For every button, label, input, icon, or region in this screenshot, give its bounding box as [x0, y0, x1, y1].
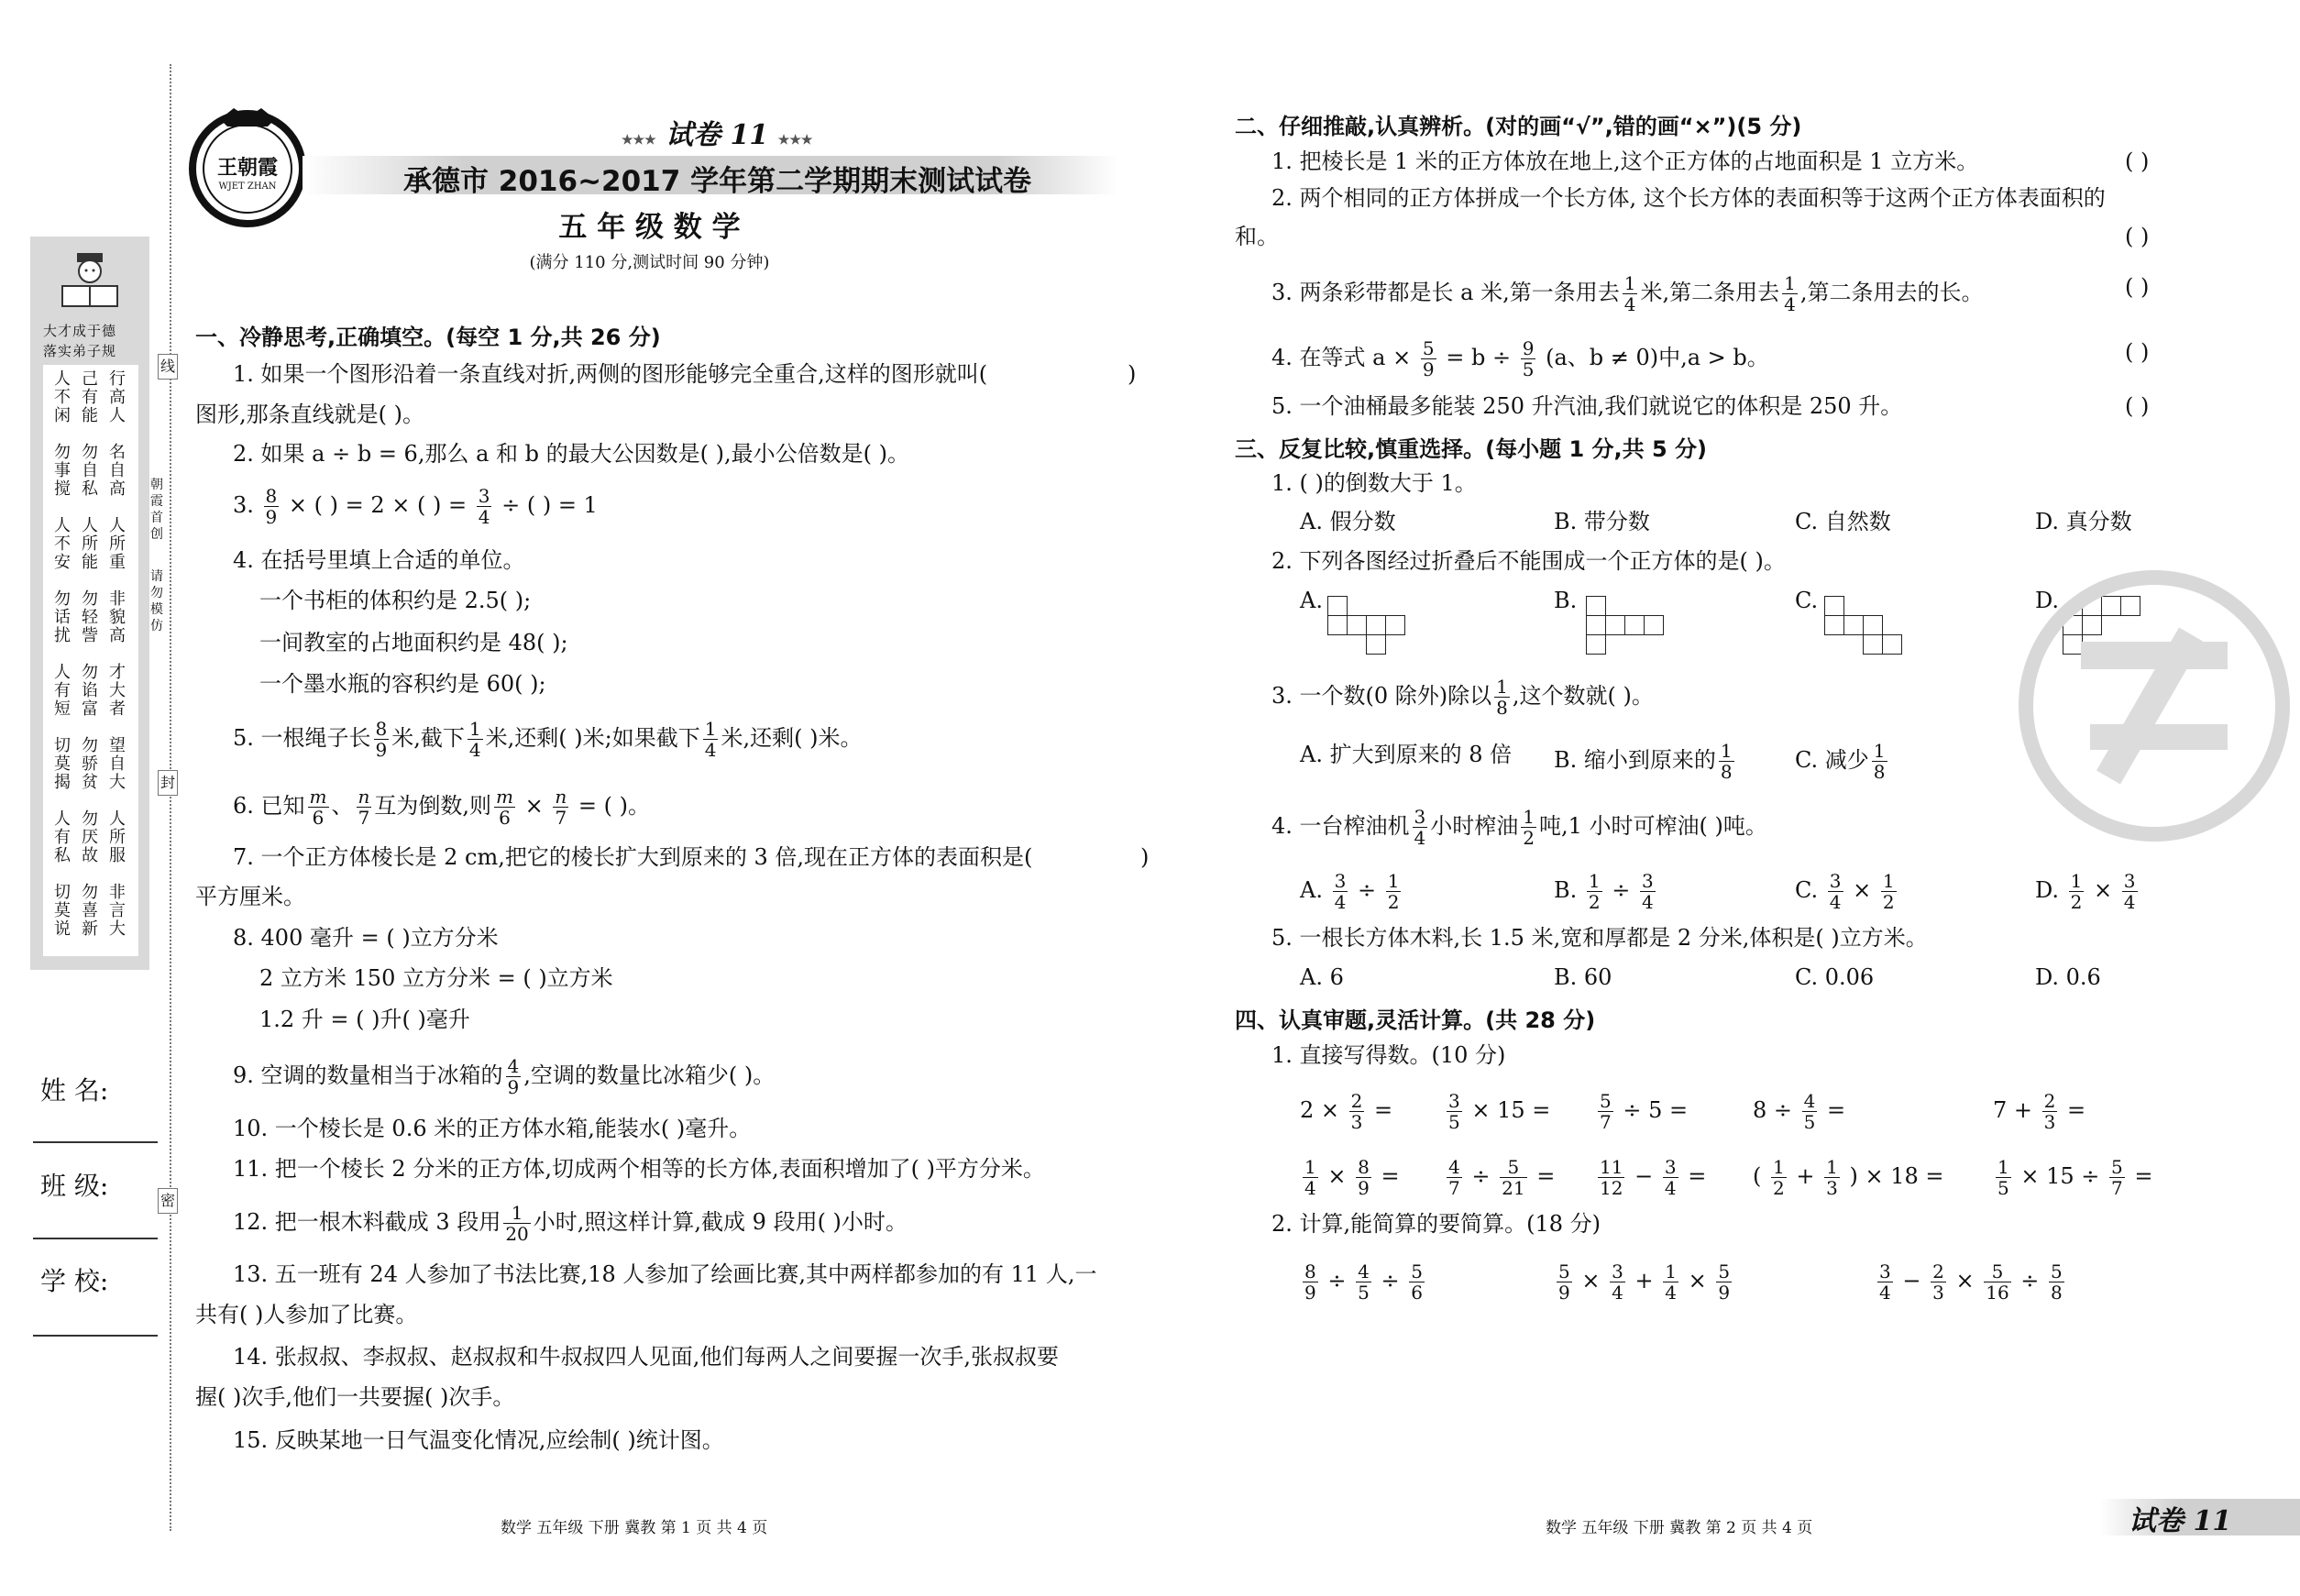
sidebar-verse-23: 非言大	[109, 883, 126, 939]
sidebar-verse-20: 人所服	[109, 809, 126, 865]
f: $\frac{2}{3}$	[2043, 1090, 2056, 1133]
q1-8b: 2 立方米 150 立方分米 = ( )立方米	[259, 965, 613, 991]
q2-5: 5. 一个油桶最多能装 250 升汽油,我们就说它的体积是 250 升。	[1271, 393, 1903, 419]
q3-3-opt-c[interactable]	[1795, 741, 1890, 782]
seal-line-label: 线	[158, 354, 178, 380]
q3-4-text-a: 4. 一台榨油机	[1271, 813, 1410, 839]
q3-5-opt-b[interactable]: B. 60	[1554, 964, 1612, 990]
f: $\frac{1}{2}$	[1773, 1156, 1785, 1199]
sidebar-verse-9: 勿话扰	[54, 589, 71, 645]
q1-2: 2. 如果 a ÷ b = 6,那么 a 和 b 的最大公因数是( ),最小公倍数是( )。	[233, 441, 910, 467]
q2-3-paren: ( )	[2125, 274, 2150, 300]
exam-info: (满分 110 分,测试时间 90 分钟)	[529, 253, 770, 272]
q2-2-line2: 和。	[1235, 224, 1279, 249]
f: $\frac{3}{4}$	[1879, 1260, 1891, 1304]
frac-1-8c: $\frac{1}{8}$	[1873, 740, 1886, 783]
q3-2: 2. 下列各图经过折叠后不能围成一个正方体的是( )。	[1271, 548, 1786, 574]
q1-14-line2: 握( )次手,他们一共要握( )次手。	[195, 1384, 515, 1410]
q3-4-text-c: 吨,1 小时可榨油( )吨。	[1539, 813, 1767, 839]
q1-4c: 一个墨水瓶的容积约是 60( );	[259, 671, 546, 697]
q3-4-opt-d-label: D.	[2035, 877, 2060, 903]
q3-4-opt-a-label: A.	[1300, 877, 1323, 903]
calc-13: $\frac{3}{4}$ − $\frac{2}{3}$ × $\frac{5}{16}$ ÷ $\frac{5}{8}$	[1879, 1260, 2063, 1304]
footer-right: 数学 五年级 下册 冀教 第 2 页 共 4 页	[1546, 1519, 1813, 1537]
q1-12-text-a: 12. 把一根木料截成 3 段用	[233, 1209, 501, 1235]
q1-2-text2: ),最小公倍数是(	[715, 441, 873, 467]
q2-4-paren: ( )	[2125, 339, 2150, 365]
q3-5-opt-a[interactable]: A. 6	[1300, 964, 1344, 990]
frac-2-1-4b: $\frac{1}{4}$	[1784, 272, 1796, 315]
calc-6: $\frac{1}{4}$ × $\frac{8}{9}$ =	[1304, 1156, 1400, 1199]
school-label: 学 校:	[40, 1266, 109, 1296]
f: $\frac{5}{7}$	[1600, 1090, 1612, 1133]
q3-2-opt-a[interactable]: A.	[1300, 588, 1323, 613]
f: $\frac{11}{12}$	[1600, 1156, 1623, 1199]
frac-c1: $\frac{3}{4}$	[1829, 870, 1842, 913]
sidebar-verse-8: 人所重	[109, 516, 126, 572]
sidebar-verse-12: 人有短	[54, 663, 71, 719]
q1-9	[233, 1056, 775, 1097]
q2-4-text-b: = b ÷	[1446, 345, 1512, 370]
sidebar-verse-14: 才大者	[109, 663, 126, 719]
q1-8a: 8. 400 毫升 = ( )立方分米	[233, 925, 499, 951]
frac-d2: $\frac{3}{4}$	[2123, 870, 2136, 913]
q3-3	[1271, 677, 1654, 718]
logo-text: 王朝霞	[216, 156, 278, 180]
q3-3-opt-c-text: C. 减少	[1795, 747, 1869, 773]
q1-7-close: )	[1140, 844, 1150, 870]
sidebar-slogan-2: 落实弟子规	[43, 343, 117, 359]
q3-1-opt-d[interactable]: D. 真分数	[2035, 509, 2132, 534]
f: $\frac{5}{6}$	[1411, 1260, 1423, 1304]
calc-4: 8 ÷ $\frac{4}{5}$ =	[1753, 1090, 1846, 1133]
q1-8c: 1.2 升 = ( )升( )毫升	[259, 1007, 470, 1032]
q1-1-line2: 图形,那条直线就是( )。	[195, 402, 424, 427]
q1-3-num: 3.	[233, 492, 254, 518]
q1-5-text-e: 米,还剩(	[721, 725, 803, 751]
q1-7-line1: 7. 一个正方体棱长是 2 cm,把它的棱长扩大到原来的 3 倍,现在正方体的表面积是(	[233, 844, 1033, 870]
q1-9-text-b: ,空调的数量比冰箱少( )。	[523, 1062, 776, 1088]
f: $\frac{3}{4}$	[1612, 1260, 1623, 1304]
q1-13-line2: 共有( )人参加了比赛。	[195, 1302, 418, 1327]
q3-1-opt-c[interactable]: C. 自然数	[1795, 509, 1891, 534]
q3-3-opt-b[interactable]	[1554, 741, 1737, 782]
q1-14-line1: 14. 张叔叔、李叔叔、赵叔叔和牛叔叔四人见面,他们每两人之间要握一次手,张叔叔要	[233, 1344, 1060, 1370]
seal-seal-label: 封	[158, 770, 178, 796]
calc-1: 2 × $\frac{2}{3}$ =	[1300, 1090, 1393, 1133]
q3-4-opt-a[interactable]: A. $\frac{3}{4}$ ÷ $\frac{1}{2}$	[1300, 870, 1400, 913]
f: $\frac{5}{8}$	[2051, 1260, 2063, 1304]
q1-4a-text: 一个书柜的体积约是 2.5(	[259, 588, 509, 613]
q1-6-text-a: 6. 已知	[233, 793, 305, 819]
q2-4-text-a: 4. 在等式 a ×	[1271, 345, 1412, 370]
q3-5: 5. 一根长方体木料,长 1.5 米,宽和厚都是 2 分米,体积是( )立方米。	[1271, 925, 1928, 951]
q3-5-opt-c[interactable]: C. 0.06	[1795, 964, 1875, 990]
watermark-seal	[2017, 568, 2283, 843]
frac-1-2: $\frac{1}{2}$	[1523, 806, 1535, 849]
logo-subtext: WJET ZHAN	[218, 182, 277, 192]
q1-3: 3. $\frac{8}{9}$ × ( ) = 2 × ( ) = $\frac{3}{4}$ ÷ ( ) = 1	[233, 485, 598, 528]
frac-b2: $\frac{3}{4}$	[1642, 870, 1654, 913]
q1-5-text-a: 5. 一根绳子长	[233, 725, 371, 751]
sidebar-slogan-1: 大才成于德	[43, 323, 117, 339]
frac-a2: $\frac{1}{2}$	[1387, 870, 1400, 913]
frac-m-6b: $\frac{m}{6}$	[496, 786, 513, 829]
q4-2-heading: 2. 计算,能简算的要简算。(18 分)	[1271, 1211, 1601, 1237]
q1-9-text-a: 9. 空调的数量相当于冰箱的	[233, 1062, 503, 1088]
frac-3-4c: $\frac{3}{4}$	[1414, 806, 1426, 849]
q3-3-text-a: 3. 一个数(0 除外)除以	[1271, 683, 1492, 709]
q3-2-opt-c[interactable]: C.	[1795, 588, 1819, 613]
q1-4c-text: 一个墨水瓶的容积约是 60(	[259, 671, 523, 697]
calc-2: $\frac{3}{5}$ × 15 =	[1448, 1090, 1551, 1133]
q2-5-paren: ( )	[2125, 393, 2150, 419]
frac-m-6: $\frac{m}{6}$	[309, 786, 327, 829]
sidebar-verse-18: 人有私	[54, 809, 71, 865]
frac-9-5: $\frac{9}{5}$	[1522, 337, 1535, 380]
sidebar-verse-21: 切莫说	[54, 883, 71, 939]
q2-2-paren: ( )	[2125, 224, 2150, 249]
sidebar-verse-19: 勿厌故	[82, 809, 98, 865]
page-title: 承德市 2016~2017 学年第二学期期末测试试卷	[403, 165, 1032, 198]
binding-dotted-line	[170, 64, 171, 1531]
f: $\frac{4}{5}$	[1358, 1260, 1370, 1304]
q1-2-text: 2. 如果 a ÷ b = 6,那么 a 和 b 的最大公因数是(	[233, 441, 710, 467]
q1-4b: 一间教室的占地面积约是 48( );	[259, 630, 568, 655]
frac-8-9: $\frac{8}{9}$	[265, 485, 278, 528]
f: $\frac{5}{9}$	[1718, 1260, 1731, 1304]
q2-3-text-a: 3. 两条彩带都是长 a 米,第一条用去	[1271, 280, 1620, 305]
q2-2-line1: 2. 两个相同的正方体拼成一个长方体, 这个长方体的表面积等于这两个正方体表面积的	[1271, 185, 2106, 211]
sidebar-verse-22: 勿喜新	[82, 883, 98, 939]
calc-7: $\frac{4}{7}$ ÷ $\frac{5}{21}$ =	[1448, 1156, 1556, 1199]
q2-3-text-b: 米,第二条用去	[1640, 280, 1780, 305]
f: $\frac{5}{16}$	[1986, 1260, 2009, 1304]
q4-1-heading: 1. 直接写得数。(10 分)	[1271, 1042, 1506, 1068]
q3-4-opt-b-label: B.	[1554, 877, 1578, 903]
f: $\frac{8}{9}$	[1358, 1156, 1370, 1199]
section3-heading: 三、反复比较,慎重选择。(每小题 1 分,共 5 分)	[1235, 436, 1707, 462]
sidebar-verse-7: 人所能	[82, 516, 98, 572]
f: $\frac{3}{4}$	[1664, 1156, 1677, 1199]
f: $\frac{4}{5}$	[1803, 1090, 1816, 1133]
q1-4: 4. 在括号里填上合适的单位。	[233, 547, 525, 573]
q2-3-text-c: ,第二条用去的长。	[1799, 280, 1984, 305]
paper-tag-label: 试卷 11	[666, 119, 769, 151]
q3-1-opt-b[interactable]: B. 带分数	[1554, 509, 1650, 534]
q1-10: 10. 一个棱长是 0.6 米的正方体水箱,能装水( )毫升。	[233, 1116, 752, 1141]
frac-1-20: $\frac{1}{20}$	[505, 1202, 529, 1245]
frac-4-9: $\frac{4}{9}$	[507, 1055, 520, 1098]
frac-1-4: $\frac{1}{4}$	[468, 718, 481, 761]
q1-5-text-b: 米,截下	[391, 725, 465, 751]
subject-title: 五 年 级 数 学	[558, 211, 741, 244]
frac-3-4: $\frac{3}{4}$	[478, 485, 490, 528]
f: $\frac{5}{21}$	[1502, 1156, 1525, 1199]
sidebar-verse-10: 勿轻訾	[82, 589, 98, 645]
q3-4-opt-c-label: C.	[1795, 877, 1819, 903]
vertical-note-1: 朝霞首创	[150, 478, 163, 542]
f: $\frac{3}{5}$	[1448, 1090, 1460, 1133]
sidebar-verse-6: 人不安	[54, 516, 71, 572]
q1-4b-text: 一间教室的占地面积约是 48(	[259, 630, 545, 655]
calc-11: $\frac{8}{9}$ ÷ $\frac{4}{5}$ ÷ $\frac{5}{6}$	[1304, 1260, 1423, 1304]
q3-5-opt-d[interactable]: D. 0.6	[2035, 964, 2101, 990]
f: $\frac{1}{5}$	[1997, 1156, 2009, 1199]
sidebar-verse-16: 勿骄贫	[82, 736, 98, 792]
q2-1: 1. 把棱长是 1 米的正方体放在地上,这个正方体的占地面积是 1 立方米。	[1271, 149, 1979, 174]
q2-3	[1271, 273, 1983, 314]
frac-5-9: $\frac{5}{9}$	[1422, 337, 1435, 380]
frac-n-7b: $\frac{n}{7}$	[555, 786, 567, 829]
q1-5	[233, 719, 862, 760]
sidebar-verse-15: 切莫揭	[54, 736, 71, 792]
q3-4-text-b: 小时榨油	[1430, 813, 1519, 839]
frac-a1: $\frac{3}{4}$	[1334, 870, 1347, 913]
stars-left: ★★★	[622, 133, 656, 148]
sidebar-verse-3: 勿事搅	[54, 443, 71, 499]
q3-2-opt-b[interactable]: B.	[1554, 588, 1578, 613]
name-field[interactable]	[33, 1141, 158, 1143]
sidebar-verse-2: 行高人	[109, 369, 126, 425]
q1-11: 11. 把一个棱长 2 分米的正方体,切成两个相等的长方体,表面积增加了( )平方分米。	[233, 1156, 1045, 1182]
footer-left: 数学 五年级 下册 冀教 第 1 页 共 4 页	[501, 1519, 768, 1537]
calc-3: $\frac{5}{7}$ ÷ 5 =	[1600, 1090, 1689, 1133]
class-field[interactable]	[33, 1238, 158, 1239]
q3-1: 1. ( )的倒数大于 1。	[1271, 470, 1477, 496]
q1-12-text-b: 小时,照这样计算,截成 9 段用( )小时。	[533, 1209, 908, 1235]
q1-6-text-b: 互为倒数,则	[374, 793, 492, 819]
section2-heading: 二、仔细推敲,认真辨析。(对的画“√”,错的画“×”)(5 分)	[1235, 114, 1802, 139]
frac-d1: $\frac{1}{2}$	[2070, 870, 2083, 913]
section4-heading: 四、认真审题,灵活计算。(共 28 分)	[1235, 1007, 1596, 1033]
q1-12	[233, 1203, 908, 1244]
q2-4	[1271, 338, 1769, 380]
sidebar-verse-1: 己有能	[82, 369, 98, 425]
seal-secret-label: 密	[158, 1188, 178, 1214]
q1-1-text: 图形,那条直线就是(	[195, 402, 387, 427]
f: $\frac{1}{4}$	[1304, 1156, 1316, 1199]
calc-12: $\frac{5}{9}$ × $\frac{3}{4}$ + $\frac{1}{4}$ × $\frac{5}{9}$	[1558, 1260, 1731, 1304]
q1-7-line2: 平方厘米。	[195, 884, 305, 909]
stars-right: ★★★	[777, 133, 813, 148]
f: $\frac{1}{4}$	[1665, 1260, 1677, 1304]
f: $\frac{5}{9}$	[1558, 1260, 1570, 1304]
paper-tag	[622, 112, 812, 152]
frac-n-7: $\frac{n}{7}$	[358, 786, 370, 829]
q3-4-opt-b[interactable]: B. $\frac{1}{2}$ ÷ $\frac{3}{4}$	[1554, 870, 1654, 913]
name-label: 姓 名:	[40, 1075, 109, 1106]
q1-13-line1: 13. 五一班有 24 人参加了书法比赛,18 人参加了绘画比赛,其中两样都参加的有 11 人,一	[233, 1261, 1097, 1287]
f: $\frac{4}{7}$	[1448, 1156, 1460, 1199]
q1-6: 6. 已知 $\frac{m}{6}$ 、 $\frac{n}{7}$ 互为倒数,则 $\frac{m}{6}$ × $\frac{n}{7}$ = ( )。	[233, 786, 650, 829]
sidebar-verse-11: 非貌高	[109, 589, 126, 645]
frac-1-8: $\frac{1}{8}$	[1496, 676, 1508, 719]
q2-1-paren: ( )	[2125, 149, 2150, 174]
q1-5-text-d: )米;如果截下	[574, 725, 700, 751]
school-field[interactable]	[33, 1335, 158, 1337]
q3-3-text-b: ,这个数就( )。	[1512, 683, 1654, 709]
frac-b1: $\frac{1}{2}$	[1588, 870, 1601, 913]
footer-tag: 试卷 11	[2129, 1505, 2232, 1537]
calc-9: ( $\frac{1}{2}$ + $\frac{1}{3}$ ) × 18 =	[1753, 1156, 1944, 1199]
q1-1-line1: 1. 如果一个图形沿着一条直线对折,两侧的图形能够完全重合,这样的图形就叫(	[233, 361, 988, 387]
sidebar-verse-13: 勿谄富	[82, 663, 98, 719]
q1-4a: 一个书柜的体积约是 2.5( );	[259, 588, 532, 613]
class-label: 班 级:	[40, 1171, 109, 1201]
f: $\frac{8}{9}$	[1304, 1260, 1316, 1304]
sidebar-verse-17: 望自大	[109, 736, 126, 792]
q1-1-close: )	[1128, 361, 1137, 387]
vertical-note-2: 请勿模仿	[150, 569, 163, 633]
q1-5-text-f: )米。	[809, 725, 863, 751]
q3-1-opt-a[interactable]: A. 假分数	[1300, 509, 1396, 534]
frac-2-1-4: $\frac{1}{4}$	[1623, 272, 1636, 315]
sidebar-verse-4: 勿自私	[82, 443, 98, 499]
q3-4	[1271, 807, 1767, 848]
f: $\frac{5}{7}$	[2111, 1156, 2123, 1199]
f: $\frac{1}{3}$	[1826, 1156, 1838, 1199]
sidebar-verse-0: 人不闲	[54, 369, 71, 425]
q1-5-text-c: 米,还剩(	[485, 725, 567, 751]
calc-10: $\frac{1}{5}$ × 15 ÷ $\frac{5}{7}$ =	[1997, 1156, 2153, 1199]
calc-8: $\frac{11}{12}$ − $\frac{3}{4}$ =	[1600, 1156, 1707, 1199]
sidebar-verse-5: 名自高	[109, 443, 126, 499]
f: $\frac{2}{3}$	[1350, 1090, 1363, 1133]
frac-8-9b: $\frac{8}{9}$	[375, 718, 388, 761]
frac-c2: $\frac{1}{2}$	[1882, 870, 1895, 913]
frac-1-4b: $\frac{1}{4}$	[704, 718, 717, 761]
q1-15: 15. 反映某地一日气温变化情况,应绘制( )统计图。	[233, 1427, 724, 1453]
q3-4-opt-c[interactable]: C. $\frac{3}{4}$ × $\frac{1}{2}$	[1795, 870, 1895, 913]
q2-4-text-c: (a、b ≠ 0)中,a > b。	[1546, 345, 1769, 370]
f: $\frac{2}{3}$	[1932, 1260, 1944, 1304]
section1-heading: 一、冷静思考,正确填空。(每空 1 分,共 26 分)	[195, 325, 661, 350]
q3-2-opt-d[interactable]: D.	[2035, 588, 2060, 613]
calc-5: 7 + $\frac{2}{3}$ =	[1993, 1090, 2086, 1133]
q3-3-opt-b-text: B. 缩小到原来的	[1554, 747, 1716, 773]
q3-4-opt-d[interactable]: D. $\frac{1}{2}$ × $\frac{3}{4}$	[2035, 870, 2136, 913]
q3-3-opt-a[interactable]: A. 扩大到原来的 8 倍	[1300, 742, 1513, 767]
frac-1-8b: $\frac{1}{8}$	[1720, 740, 1733, 783]
